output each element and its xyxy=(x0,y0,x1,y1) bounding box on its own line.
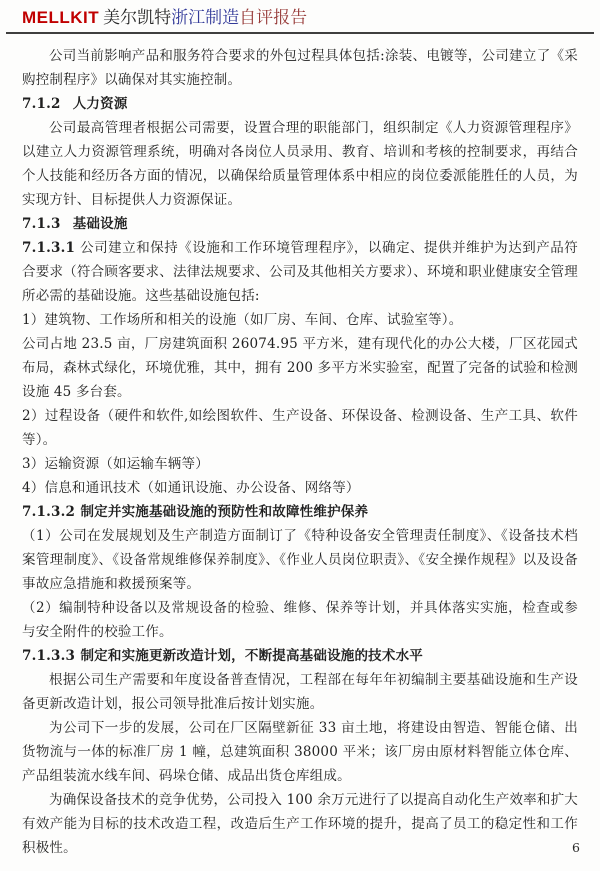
list-item-buildings: 1）建筑物、工作场所和相关的设施（如厂房、车间、仓库、试验室等）。 xyxy=(22,312,463,328)
section-number: 7.1.2 xyxy=(22,96,61,112)
section-number: 7.1.3 xyxy=(22,216,61,232)
paragraph-new-factory: 为公司下一步的发展，公司在厂区隔壁新征 33 亩土地，将建设由智造、智能仓储、出货物流与一体的标准厂房 1 幢，总建筑面积 38000 平米；该厂房由原材料智能立体仓库、产品组装流水线车间、码垛仓储、成品出货仓库组成。 xyxy=(22,720,578,784)
section-heading-7-1-3-3 xyxy=(22,644,578,668)
clause-number: 7.1.3.1 xyxy=(22,240,76,256)
report-title-zhejiang: 浙江制造 xyxy=(171,8,240,28)
section-heading-7-1-2 xyxy=(22,92,578,116)
section-heading-7-1-3-2 xyxy=(22,500,578,524)
paragraph-tech-investment: 为确保设备技术的竞争优势，公司投入 100 余万元进行了以提高自动化生产效率和扩大有效产能为目标的技术改造工程，改造后生产工作环境的提升，提高了员工的稳定性和工作积极性。 xyxy=(22,792,578,856)
section-number: 7.1.3.2 xyxy=(22,504,76,520)
paragraph-human-resources: 公司最高管理者根据公司需要，设置合理的职能部门，组织制定《人力资源管理程序》以建立人力资源管理系统，明确对各岗位人员录用、教育、培训和考核的控制要求，再结合个人技能和经历各方面的情况，以确保给质量管理体系中相应的岗位委派能胜任的人员，为实现方针、目标提供人力资源保证。 xyxy=(22,120,578,208)
list-item-ict: 4）信息和通讯技术（如通讯设施、办公设备、网络等） xyxy=(22,480,360,496)
page-number: 6 xyxy=(572,840,580,855)
list-item-process-equipment: 2）过程设备（硬件和软件,如绘图软件、生产设备、环保设备、检测设备、生产工具、软件等）。 xyxy=(22,408,578,448)
paragraph-factory-area: 公司占地 23.5 亩，厂房建筑面积 26074.95 平方米，建有现代化的办公大楼，厂区花园式布局，森林式绿化，环境优雅，其中，拥有 200 多平方米实验室，配置了完备的试验和检测设施 45 多台套。 xyxy=(22,336,578,400)
paragraph-7-1-3-1 xyxy=(22,236,578,308)
section-title: 制定和实施更新改造计划，不断提高基础设施的技术水平 xyxy=(80,648,423,664)
document-header xyxy=(0,0,600,29)
section-number: 7.1.3.3 xyxy=(22,648,76,664)
section-title: 基础设施 xyxy=(72,216,128,232)
list-item-transport-resources: 3）运输资源（如运输车辆等） xyxy=(22,456,209,472)
clause-text: 公司建立和保持《设施和工作环境管理程序》，以确定、提供并维护为达到产品符合要求（符合顾客要求、法律法规要求、公司及其他相关方要求）、环境和职业健康安全管理所必需的基础设施。这些基础设施包括: xyxy=(22,240,578,304)
report-title-selfreport: 自评报告 xyxy=(239,8,308,28)
brand-logo-text: MELLKIT xyxy=(22,8,100,27)
section-heading-7-1-3 xyxy=(22,212,578,236)
paragraph-outsourcing: 公司当前影响产品和服务符合要求的外包过程具体包括:涂装、电镀等，公司建立了《采购控制程序》以确保对其实施控制。 xyxy=(22,48,578,88)
document-body xyxy=(0,34,600,860)
paragraph-equipment-plans: （2）编制特种设备以及常规设备的检验、维修、保养等计划，并具体落实实施，检查或参与安全附件的校验工作。 xyxy=(22,600,578,640)
paragraph-maintenance-systems: （1）公司在发展规划及生产制造方面制订了《特种设备安全管理责任制度》、《设备技术档案管理制度》、《设备常规维修保养制度》、《作业人员岗位职责》、《安全操作规程》以及设备事故应急措施和救援预案等。 xyxy=(22,528,578,592)
section-title: 人力资源 xyxy=(72,96,128,112)
section-title: 制定并实施基础设施的预防性和故障性维护保养 xyxy=(80,504,369,520)
paragraph-renovation-plan: 根据公司生产需要和年度设备普查情况，工程部在每年年初编制主要基础设施和生产设备更新改造计划，报公司领导批准后按计划实施。 xyxy=(22,672,578,712)
brand-chinese-name: 美尔凯特 xyxy=(103,8,172,28)
